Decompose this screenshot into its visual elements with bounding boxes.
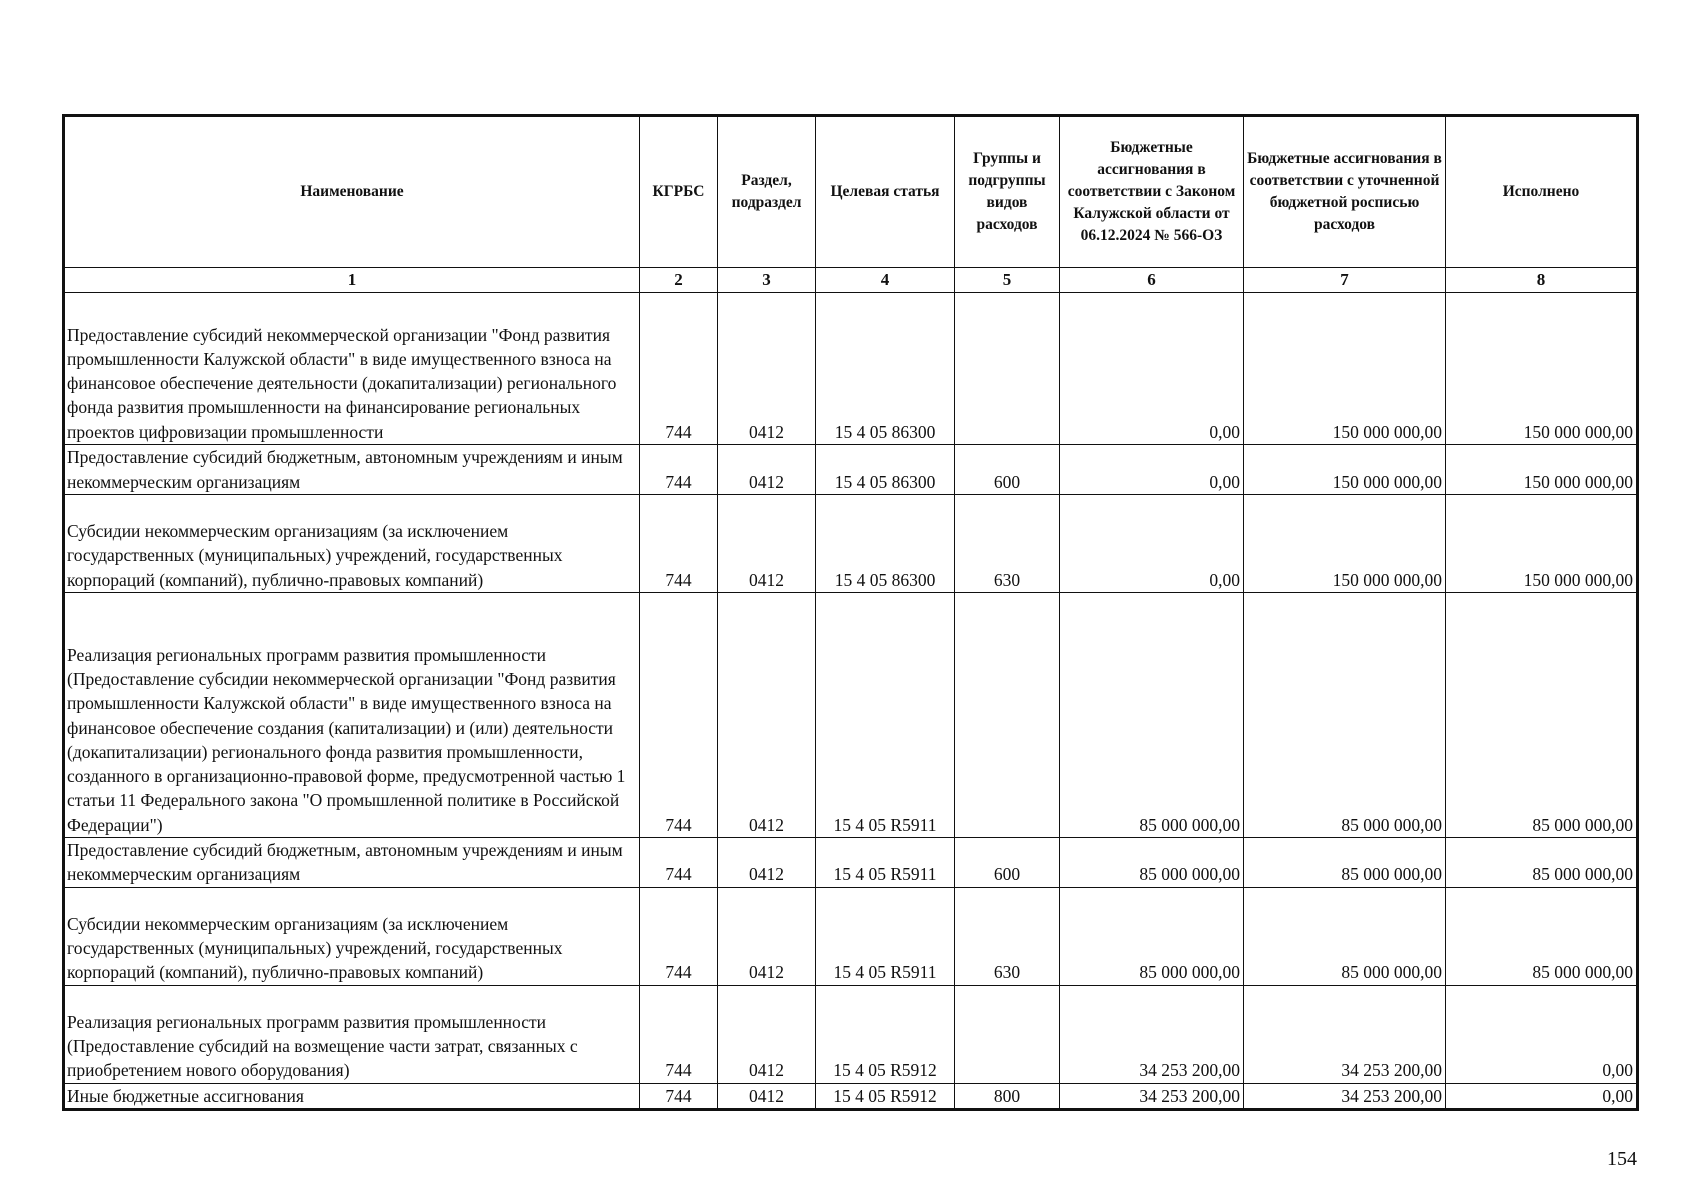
row-law-amount: 0,00 <box>1060 293 1244 445</box>
row-law-amount: 85 000 000,00 <box>1060 887 1244 985</box>
row-executed-amount: 150 000 000,00 <box>1446 445 1638 495</box>
table-row <box>64 838 1638 888</box>
budget-table <box>62 114 1639 1111</box>
row-kgrbs: 744 <box>640 293 718 445</box>
row-section: 0412 <box>718 445 816 495</box>
header-expense-groups: Группы и подгруппы видов расходов <box>955 116 1060 268</box>
row-article: 15 4 05 R5911 <box>816 593 955 838</box>
row-executed-amount: 85 000 000,00 <box>1446 838 1638 888</box>
row-group: 630 <box>955 495 1060 593</box>
row-name: Субсидии некоммерческим организациям (за исключением государственных (муниципальных) учреждений, государственных корпораций (компаний), публично-правовых компаний) <box>64 887 640 985</box>
row-executed-amount: 0,00 <box>1446 985 1638 1083</box>
table-header-row <box>64 116 1638 268</box>
row-article: 15 4 05 86300 <box>816 293 955 445</box>
row-article: 15 4 05 R5911 <box>816 887 955 985</box>
column-number: 6 <box>1060 268 1244 293</box>
row-refined-amount: 85 000 000,00 <box>1244 838 1446 888</box>
row-law-amount: 34 253 200,00 <box>1060 1083 1244 1109</box>
row-section: 0412 <box>718 293 816 445</box>
row-executed-amount: 150 000 000,00 <box>1446 293 1638 445</box>
row-name: Предоставление субсидий бюджетным, автономным учреждениям и иным некоммерческим организациям <box>64 445 640 495</box>
row-refined-amount: 34 253 200,00 <box>1244 985 1446 1083</box>
column-number: 8 <box>1446 268 1638 293</box>
header-budget-refined: Бюджетные ассигнования в соответствии с уточненной бюджетной росписью расходов <box>1244 116 1446 268</box>
row-refined-amount: 150 000 000,00 <box>1244 293 1446 445</box>
row-name: Предоставление субсидий бюджетным, автономным учреждениям и иным некоммерческим организациям <box>64 838 640 888</box>
row-executed-amount: 85 000 000,00 <box>1446 887 1638 985</box>
table-row <box>64 445 1638 495</box>
row-article: 15 4 05 R5911 <box>816 838 955 888</box>
table-row <box>64 495 1638 593</box>
row-group <box>955 593 1060 838</box>
row-kgrbs: 744 <box>640 445 718 495</box>
column-number: 4 <box>816 268 955 293</box>
row-kgrbs: 744 <box>640 495 718 593</box>
row-group: 800 <box>955 1083 1060 1109</box>
table-row <box>64 293 1638 445</box>
row-article: 15 4 05 R5912 <box>816 1083 955 1109</box>
table-row <box>64 593 1638 838</box>
column-number: 5 <box>955 268 1060 293</box>
row-executed-amount: 0,00 <box>1446 1083 1638 1109</box>
row-article: 15 4 05 86300 <box>816 445 955 495</box>
row-group: 600 <box>955 838 1060 888</box>
row-law-amount: 34 253 200,00 <box>1060 985 1244 1083</box>
column-number: 2 <box>640 268 718 293</box>
row-kgrbs: 744 <box>640 593 718 838</box>
table-row <box>64 985 1638 1083</box>
header-executed: Исполнено <box>1446 116 1638 268</box>
column-number: 7 <box>1244 268 1446 293</box>
row-section: 0412 <box>718 985 816 1083</box>
row-group <box>955 293 1060 445</box>
row-kgrbs: 744 <box>640 887 718 985</box>
row-law-amount: 0,00 <box>1060 495 1244 593</box>
row-name: Реализация региональных программ развития промышленности (Предоставление субсидии некоммерческой организации "Фонд развития промышленности Калужской области" в виде имущественного взноса на финансовое обеспечение создания (капитализации) и (или) деятельности (докапитализации) регионального фонда развития промышленности, созданного в организационно-правовой форме, предусмотренной частью 1 статьи 11 Федерального закона "О промышленной политике в Российской Федерации") <box>64 593 640 838</box>
row-refined-amount: 150 000 000,00 <box>1244 445 1446 495</box>
row-group: 630 <box>955 887 1060 985</box>
column-number-row <box>64 268 1638 293</box>
row-law-amount: 0,00 <box>1060 445 1244 495</box>
row-law-amount: 85 000 000,00 <box>1060 593 1244 838</box>
row-executed-amount: 85 000 000,00 <box>1446 593 1638 838</box>
row-section: 0412 <box>718 838 816 888</box>
row-refined-amount: 85 000 000,00 <box>1244 593 1446 838</box>
row-refined-amount: 34 253 200,00 <box>1244 1083 1446 1109</box>
row-name: Субсидии некоммерческим организациям (за исключением государственных (муниципальных) учреждений, государственных корпораций (компаний), публично-правовых компаний) <box>64 495 640 593</box>
header-name: Наименование <box>64 116 640 268</box>
row-name: Предоставление субсидий некоммерческой организации "Фонд развития промышленности Калужской области" в виде имущественного взноса на финансовое обеспечение деятельности (докапитализации) регионального фонда развития промышленности на финансирование региональных проектов цифровизации промышленности <box>64 293 640 445</box>
row-article: 15 4 05 86300 <box>816 495 955 593</box>
column-number: 3 <box>718 268 816 293</box>
table-row <box>64 1083 1638 1109</box>
row-group <box>955 985 1060 1083</box>
table-row <box>64 887 1638 985</box>
row-kgrbs: 744 <box>640 838 718 888</box>
header-section: Раздел, подраздел <box>718 116 816 268</box>
row-section: 0412 <box>718 887 816 985</box>
row-name: Иные бюджетные ассигнования <box>64 1083 640 1109</box>
row-executed-amount: 150 000 000,00 <box>1446 495 1638 593</box>
row-kgrbs: 744 <box>640 1083 718 1109</box>
row-section: 0412 <box>718 1083 816 1109</box>
row-section: 0412 <box>718 495 816 593</box>
header-budget-law: Бюджетные ассигнования в соответствии с Законом Калужской области от 06.12.2024 № 566-ОЗ <box>1060 116 1244 268</box>
row-section: 0412 <box>718 593 816 838</box>
row-refined-amount: 150 000 000,00 <box>1244 495 1446 593</box>
page-number: 154 <box>1607 1148 1637 1170</box>
header-kgrbs: КГРБС <box>640 116 718 268</box>
row-group: 600 <box>955 445 1060 495</box>
row-law-amount: 85 000 000,00 <box>1060 838 1244 888</box>
row-name: Реализация региональных программ развития промышленности (Предоставление субсидий на возмещение части затрат, связанных с приобретением нового оборудования) <box>64 985 640 1083</box>
row-kgrbs: 744 <box>640 985 718 1083</box>
header-target-article: Целевая статья <box>816 116 955 268</box>
column-number: 1 <box>64 268 640 293</box>
row-article: 15 4 05 R5912 <box>816 985 955 1083</box>
row-refined-amount: 85 000 000,00 <box>1244 887 1446 985</box>
